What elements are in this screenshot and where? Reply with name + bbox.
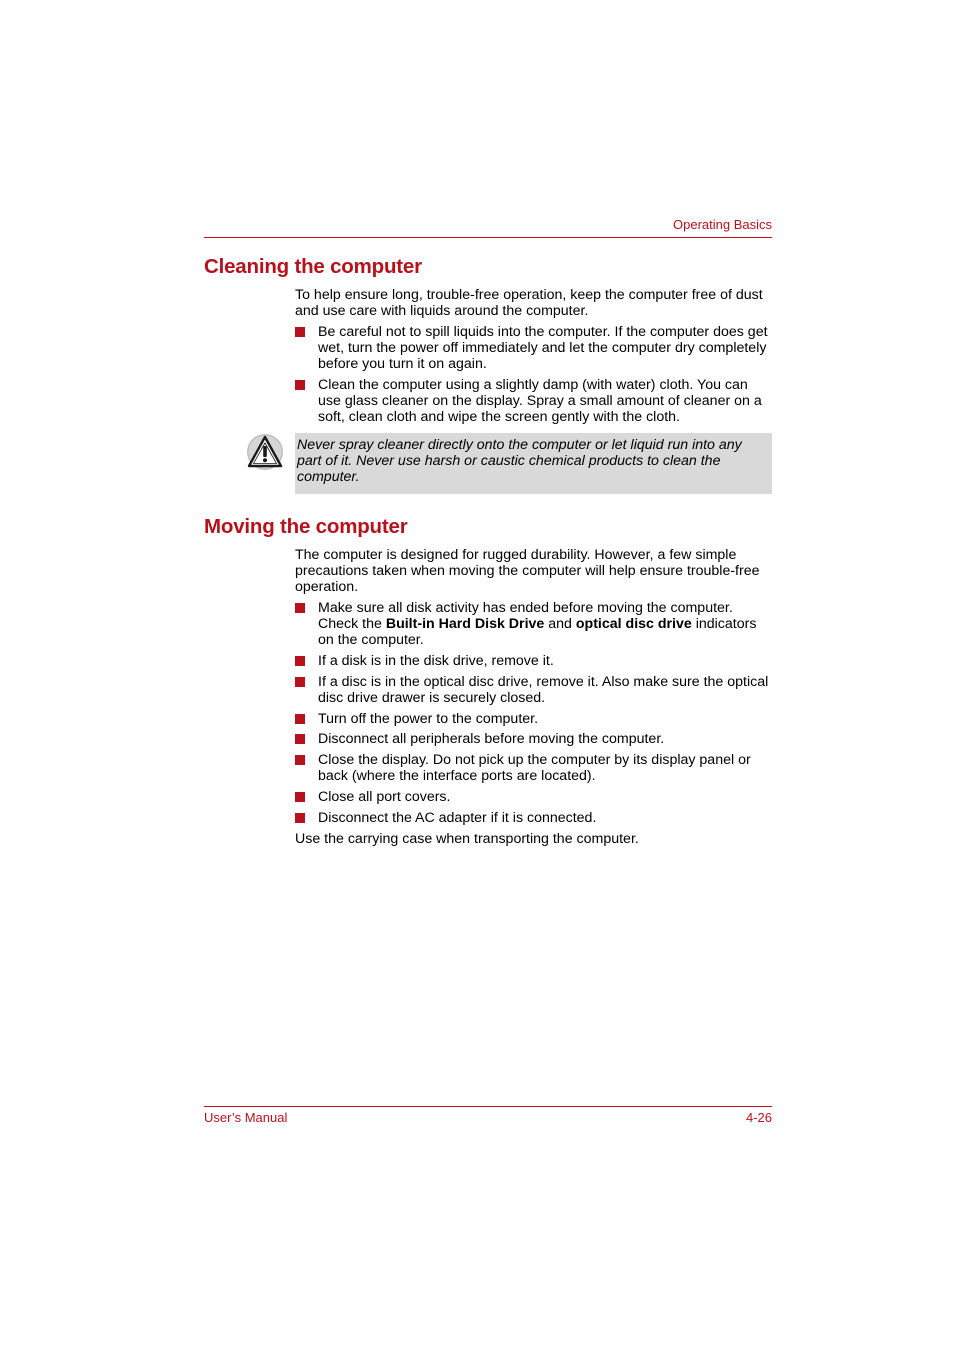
moving-heading: Moving the computer [204,515,408,538]
list-item [295,600,772,648]
cleaning-list [295,324,772,425]
list-item [295,653,772,669]
square-bullet-icon [295,714,305,724]
list-item [295,377,772,425]
list-item-text: Be careful not to spill liquids into the computer. If the computer does get wet, turn the power off immediately and let the computer dry completely before you turn it on again. [318,324,768,372]
footer-rule [204,1106,772,1107]
square-bullet-icon [295,813,305,823]
list-item [295,810,772,826]
moving-closing: Use the carrying case when transporting the computer. [295,831,639,847]
caution-box [295,433,772,494]
list-item [295,789,772,805]
cleaning-heading: Cleaning the computer [204,255,422,278]
square-bullet-icon [295,755,305,765]
footer-manual-title: User’s Manual [204,1110,288,1125]
list-item-text: If a disk is in the disk drive, remove it. [318,653,554,669]
square-bullet-icon [295,656,305,666]
list-item-text: If a disc is in the optical disc drive, remove it. Also make sure the optical disc drive drawer is securely closed. [318,674,769,706]
cleaning-body [295,287,772,425]
list-item [295,731,772,747]
list-item [295,711,772,727]
square-bullet-icon [295,734,305,744]
list-item-text: Turn off the power to the computer. [318,711,539,727]
list-item-text: Clean the computer using a slightly damp (with water) cloth. You can use glass cleaner on the display. Spray a small amount of cleaner on a soft, clean cloth and wipe the screen gently with the cloth. [318,377,762,425]
square-bullet-icon [295,327,305,337]
list-item-text: Disconnect the AC adapter if it is connected. [318,810,597,826]
list-item [295,752,772,784]
list-item [295,674,772,706]
moving-intro: The computer is designed for rugged durability. However, a few simple precautions taken when moving the computer will help ensure trouble-free operation. [295,547,760,595]
running-header: Operating Basics [673,217,772,232]
header-rule [204,237,772,238]
caution-icon [246,433,284,471]
square-bullet-icon [295,603,305,613]
page-number: 4-26 [745,1110,772,1125]
list-item-text: Close the display. Do not pick up the computer by its display panel or back (where the interface ports are located). [318,752,751,784]
square-bullet-icon [295,380,305,390]
list-item-text: Make sure all disk activity has ended before moving the computer. Check the Built-in Hard Disk Drive and optical disc drive indicators on the computer. [318,600,757,648]
list-item-text: Close all port covers. [318,789,451,805]
cleaning-intro: To help ensure long, trouble-free operation, keep the computer free of dust and use care with liquids around the computer. [295,287,763,319]
square-bullet-icon [295,792,305,802]
moving-body [295,547,772,847]
list-item [295,324,772,372]
list-item-text: Disconnect all peripherals before moving the computer. [318,731,665,747]
moving-list [295,600,772,826]
caution-text: Never spray cleaner directly onto the computer or let liquid run into any part of it. Never use harsh or caustic chemical products to clean the computer. [297,437,742,485]
square-bullet-icon [295,677,305,687]
